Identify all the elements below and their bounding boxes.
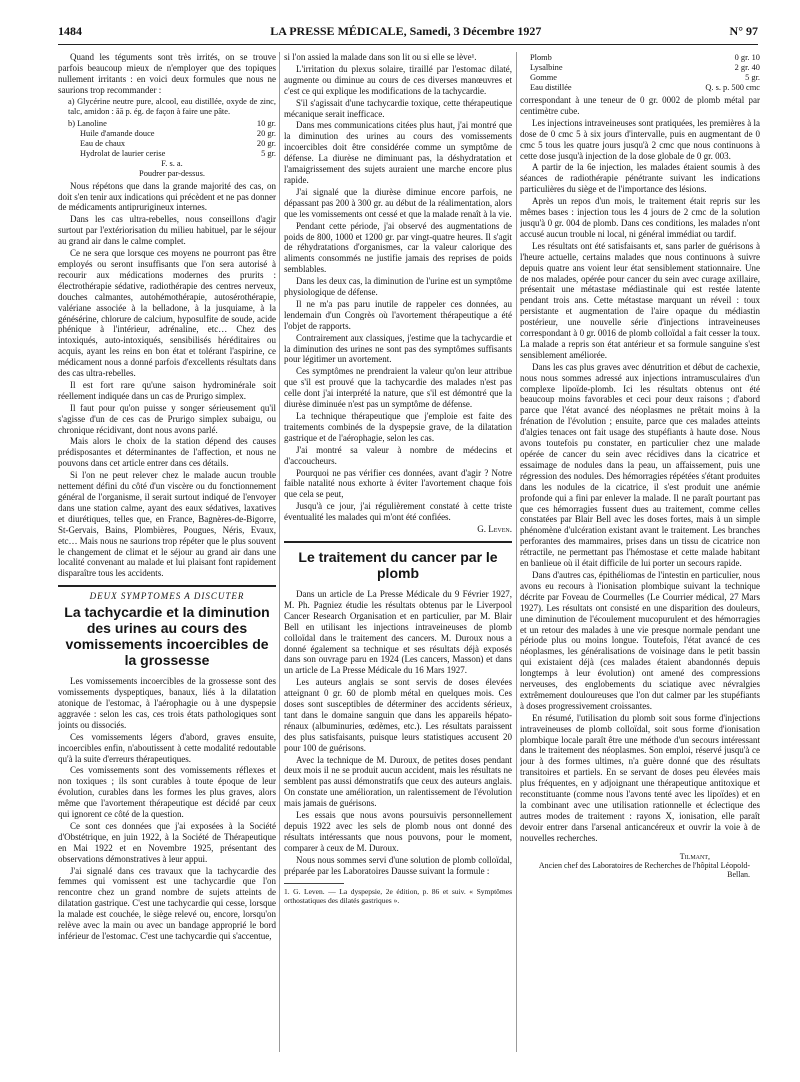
paragraph: Il ne m'a pas paru inutile de rappeler ces données, au lendemain d'un Congrès où l'avortement thérapeutique a été l'objet de rapports.	[284, 298, 512, 331]
paragraph: Dans les deux cas, la diminution de l'urine est un symptôme physiologique de défense.	[284, 276, 512, 298]
footnote-rule	[284, 883, 344, 884]
paragraph: Il faut pour qu'on puisse y songer sérieusement qu'il s'agisse d'un de ces cas de Prurigo simplex subaigu, ou chronique récidivant, dont nous avons parlé.	[58, 402, 276, 435]
prescription-fsa: F. s. a.	[161, 158, 183, 168]
paragraph: Les injections intraveineuses sont pratiquées, les premières à la dose de 0 cmc 5 à six jours d'intervalle, puis en augmentant de 0 cmc 5 tous les quatre jours jusqu'à 2 cmc que nous continuons à cette dose jusqu'à injection de la dose globale de 0 gr. 003.	[520, 117, 760, 161]
paragraph: J'ai signalé que la diurèse diminue encore parfois, ne dépassant pas 200 à 300 gr. au début de la réalimentation, alors que les vomissements ont cessé et que la malade renaît à la vie.	[284, 186, 512, 219]
paragraph: Les essais que nous avons poursuivis personnellement depuis 1922 avec les sels de plomb nous ont donné des résultats intéressants que nous pouvons, pour le moment, comparer à ceux de M. Duroux.	[284, 810, 512, 853]
footnote: 1. G. Leven. — La dyspepsie, 2e édition, p. 86 et suiv. « Symptômes orthostatiques des dilatés gastriques ».	[284, 886, 512, 905]
paragraph: si l'on assied la malade dans son lit ou si elle se lève¹.	[284, 52, 477, 62]
paragraph: Nous répétons que dans la grande majorité des cas, on doit s'en tenir aux indications qui précèdent et ne pas donner de médicaments antiprurigineux internes.	[58, 180, 276, 213]
prescription-line: Lysalbine 2 gr. 40	[530, 63, 760, 72]
paragraph: Quand les téguments sont très irrités, on se trouve parfois beaucoup mieux de n'employer que des topiques nullement irritants : en voici deux formules que nous ne saurions trop recommander :	[58, 52, 276, 95]
paragraph: correspondant à une teneur de 0 gr. 0002 de plomb métal par centimètre cube.	[520, 95, 760, 116]
column-1	[58, 52, 276, 1082]
paragraph: Contrairement aux classiques, j'estime que la tachycardie et la diminution des urines ne sont pas des symptômes suffisants pour légitimer un avortement.	[284, 332, 512, 365]
column-3	[520, 52, 760, 1082]
article-title: La tachycardie et la diminution des urines au cours des vomissements incoercibles de la grossesse	[64, 604, 270, 669]
paragraph: Pourquoi ne pas vérifier ces données, avant d'agir ? Notre faible natalité nous exhorte à éviter l'avortement chaque fois que cela se peut,	[284, 467, 512, 500]
author-block	[520, 852, 760, 879]
article-title: Le traitement du cancer par le plomb	[298, 548, 498, 581]
paragraph: Ces vomissements sont des vomissements réflexes et non toxiques ; ils sont curables à toute époque de leur évolution, curables dans les formes les plus graves, alors même que l'avortement thérapeutique est décidé par ceux qui ignorent ce côté de la question.	[58, 765, 276, 820]
paragraph: J'ai signalé dans ces travaux que la tachycardie des femmes qui vomissent est une tachycardie que l'on rencontre chez un grand nombre de sujets atteints de dilatation gastrique. C'est une tachycardie qui cesse, lorsque la malade est couchée, le siège relevé ou, encore, lorsqu'on relève avec la main ou avec un bandage approprié le bord inférieur de l'estomac. C'est une tachycardie qui s'accentue,	[58, 865, 276, 941]
paragraph: Nous nous sommes servi d'une solution de plomb colloïdal, préparée par les Laboratoires Dausse suivant la formule :	[284, 854, 512, 876]
paragraph: Dans mes communications citées plus haut, j'ai montré que la diminution des urines au cours des vomissements incoercibles doit être considérée comme un symptôme de défense. La diurèse ne diminuant pas, la déshydratation et l'amaigrissement des sujets auraient une marche encore plus rapide.	[284, 120, 512, 185]
paragraph: Mais alors le choix de la station dépend des causes prédisposantes et déterminantes de l'affection, et nous ne pouvons dans cet article entrer dans ces détails.	[58, 436, 276, 469]
paragraph: L'irritation du plexus solaire, tiraillé par l'estomac dilaté, augmente ou diminue au cours de ces diverses manœuvres et c'est ce qui explique les modifications de la tachycardie.	[284, 63, 512, 96]
paragraph: Dans d'autres cas, épithéliomas de l'intestin en particulier, nous avons eu recours à l'ionisation plombique suivant la technique décrite par Foveau de Courmelles (Le Courrier médical, 27 Mars 1927). Les résultats ont consisté en une disparition des douleurs, une diminution de l'écoulement mucopurulent et des hémorragies et un retour des malades à une vie presque normale pendant une période plus ou moins longue. Toutefois, l'état avancé de ces néoplasmes, les généralisations de voisinage dans le petit bassin qui existaient déjà (ces malades étaient abandonnés depuis longtemps à leur évolution) ont amené des compressions nerveuses, des englobements du sciatique avec névralgies extrêmement douloureuses que l'on dut calmer par les stupéfiants à doses progressivement croissantes.	[520, 569, 760, 711]
paragraph: Pendant cette période, j'ai observé des augmentations de poids de 800, 1000 et 1200 gr. par vingt-quatre heures. Il s'agit de réhydratations d'organismes, car la valeur calorique des aliments consommés ne justifie jamais des reprises de poids semblables.	[284, 220, 512, 275]
paragraph: Après un repos d'un mois, le traitement était repris sur les mêmes bases : injection tous les 4 jours de 2 cmc de la solution jusqu'à 0 gr. 004 de plomb. Dans ces conditions, les malades n'ont accusé aucun trouble ni local, ni général immédiat ou tardif.	[520, 196, 760, 239]
lead-formula	[530, 53, 760, 93]
header-rule	[58, 44, 758, 45]
prescription-a	[68, 97, 276, 117]
paragraph: Les vomissements incoercibles de la grossesse sont des vomissements dyspeptiques, banaux, liés à la dilatation atonique de l'estomac, à l'aérophagie ou à une dyspepsie aggravée : selon les cas, ces trois états pathologiques sont joints ou dissociés.	[58, 676, 276, 730]
prescription-line: Huile d'amande douce 20 gr.	[80, 128, 276, 138]
paragraph: A partir de la 6e injection, les malades étaient soumis à des séances de radiothérapie pénétrante suivant les indications particulières du siège et de l'importance des lésions.	[520, 162, 760, 195]
prescription-b	[68, 119, 276, 179]
paragraph: Dans un article de La Presse Médicale du 9 Février 1927, M. Ph. Pagniez étudie les résultats obtenus par le Liverpool Cancer Research Organisation et en particulier, par M. Blair Bell en utilisant les injections intraveineuses de plomb colloïdal dans le traitement des cancers. M. Duroux nous a donné également sa technique et ses résultats déjà exposés dans son ouvrage paru en 1924 (Les cancers, Masson) et dans un article de La Presse Médicale du 16 Mars 1927.	[284, 588, 512, 676]
section-kicker: DEUX SYMPTOMES A DISCUTER	[89, 591, 245, 602]
author-affiliation: Ancien chef des Laboratoires de Recherches de l'hôpital Léopold-Bellan.	[538, 860, 750, 879]
paragraph: Si l'on ne peut relever chez le malade aucun trouble nettement défini du côté d'un viscère ou du fonctionnement général de l'organisme, il serait surtout indiqué de l'envoyer dans une station calme, ayant des eaux sédatives, laxatives et diurétiques, telles que, en France, Bagnères-de-Bigorre, St-Gervais, Bains, Plombières, Pougues, Néris, Evaux, etc… Mais nous ne saurions trop répéter que le plus souvent le changement de climat et le séjour au grand air dans une localité convenant au malade et lui plaisant font rapidement disparaître tous les accidents.	[58, 470, 276, 579]
prescription-line: Plomb 0 gr. 10	[530, 53, 760, 62]
paragraph: S'il s'agissait d'une tachycardie toxique, cette thérapeutique mécanique serait inefficace.	[284, 97, 512, 119]
paragraph: Ces vomissements légers d'abord, graves ensuite, incoercibles enfin, n'aboutissent à cette modalité redoutable qu'à la suite d'erreurs thérapeutiques.	[58, 731, 276, 764]
author-signature: G. Leven.	[477, 524, 512, 535]
prescription-note: Poudrer par-dessus.	[139, 168, 205, 178]
column-divider-2	[516, 52, 517, 1052]
prescription-line: Hydrolat de laurier cerise 5 gr.	[80, 148, 276, 158]
column-2	[284, 52, 512, 1082]
paragraph: En résumé, l'utilisation du plomb soit sous forme d'injections intraveineuses de plomb colloïdal, soit sous forme d'ionisation plombique locale paraît être une méthode d'un secours intéressant dans le traitement des néoplasmes. Son emploi, réservé jusqu'à ce jour à des formes ultimes, n'a guère donné que des résultats transitoires et partiels. En se servant de doses peu élevées mais plus fréquentes, en y adjoignant une thérapeutique antitoxique et reconstituante (comme nous l'avons tenté avec les lipoïdes) et en la combinant avec une utilisation rationnelle et éclectique des autres modes de traitement : rayons X, ionisation, elle paraît devoir entrer dans l'arsenal anticancéreux et ouvrir la voie à de nouvelles recherches.	[520, 712, 760, 843]
paragraph: Dans les cas ultra-rebelles, nous conseillons d'agir surtout par l'extériorisation du milieu habituel, par le séjour au grand air dans le calme complet.	[58, 214, 276, 247]
paragraph: Les résultats ont été satisfaisants et, sans parler de guérisons à l'heure actuelle, certains malades que nous continuons à suivre depuis quatre ans voient leur état sensiblement stationnaire. Une de nos malades, opérée pour cancer du sein avec curage axillaire, présentait une métastase médiastinale qui est restée latente pendant trois ans. Cette métastase marquant un réveil : toux persistante et augmentation de l'aire opaque du médiastin postérieur, une nouvelle série d'injections intraveineuses correspondant à 0 gr. 0016 de plomb colloïdal a fait cesser la toux. La malade a repris son état antérieur et sa formule sanguine s'est sensiblement améliorée.	[520, 240, 760, 360]
paragraph: Les auteurs anglais se sont servis de doses élevées atteignant 0 gr. 60 de plomb métal en quelques mois. Ces doses sont susceptibles de déterminer des accidents sérieux, tant dans le domaine sanguin que dans les appareils hépato-rénaux (albuminuries, œdèmes, etc.). Les résultats paraissent des plus satisfaisants, puisque leurs statistiques accusent 20 pour 100 de guérisons.	[284, 677, 512, 753]
prescription-line: Eau de chaux 20 gr.	[80, 138, 276, 148]
journal-title: LA PRESSE MÉDICALE, Samedi, 3 Décembre 1927	[270, 23, 542, 38]
issue-number: N° 97	[729, 23, 758, 38]
paragraph: Avec la technique de M. Duroux, de petites doses pendant deux mois il ne se produit aucun accident, mais les résultats ne semblent pas aussi démonstratifs que ceux des auteurs anglais. On constate une amélioration, un ralentissement de l'évolution mais jamais de guérisons.	[284, 754, 512, 809]
page-number: 1484	[58, 23, 82, 38]
page-header	[58, 20, 758, 42]
section-rule	[284, 541, 512, 543]
prescription-line: b) Lanoline 10 gr.	[68, 118, 276, 128]
prescription-line: Eau distillée Q. s. p. 500 cmc	[530, 83, 760, 92]
paragraph: J'ai montré sa valeur à nombre de médecins et d'accoucheurs.	[284, 444, 512, 466]
paragraph: Il est fort rare qu'une saison hydrominérale soit réellement indiquée dans un cas de Prurigo simplex.	[58, 379, 276, 401]
paragraph: Jusqu'à ce jour, j'ai régulièrement constaté à cette triste éventualité les malades qui m'ont été confiées.	[284, 501, 512, 523]
paragraph: Dans les cas plus graves avec dénutrition et début de cachexie, nous nous sommes adressé aux injections intramusculaires d'un complexe lipoïde-plomb. Ici les résultats obtenus ont été beaucoup moins favorables et ceci pour deux raisons ; d'abord parce que l'état avancé des néoplasmes ne prêtait moins à la frénation de l'évolution ; ensuite, parce que ces malades atteints d'algies tenaces ont fait usage des stupéfiants à haute dose. Nous avons toutefois pu constater, en particulier chez une malade opérée de cancer du sein avec récidives dans la cicatrice et essaimage de nodules dans la peau, un affaissement, puis une régression des nodules. Des hémorragies répétées s'étant produites dans les nodules de la cicatrice, il s'est produit une anémie profonde qui a fini par enlever la malade. Il ne paraît pourtant pas que ces hémorragies fussent dues au traitement, comme celles constatées par Blair Bell avec les doses fortes, mais à un simple phénomène d'ulcération existant avant le traitement. Les branches perforantes des mammaires, prises dans un tissu de cicatrice non rétractile, ne permettant pas l'hémostase et cette malade habitant en banlieue où il était difficile de lui porter un secours rapide.	[520, 361, 760, 569]
prescription-line: a) Glycérine neutre pure, alcool, eau distillée, oxyde de zinc, talc, amidon : āā p. ég. de façon à faire une pâte.	[68, 96, 276, 116]
paragraph: Ce sont ces données que j'ai exposées à la Société d'Obstétrique, en juin 1922, à la Société de Thérapeutique en Mai 1922 et en Novembre 1925, présentant des observations démonstratives à leur appui.	[58, 820, 276, 864]
author-signature: Tilmant,	[679, 851, 710, 861]
paragraph: Ces symptômes ne prendraient la valeur qu'on leur attribue que s'il est prouvé que la tachycardie des malades n'est pas celle dont j'ai interprété la nature, que s'il est démontré que la diurèse diminuée n'est pas un symptôme de défense.	[284, 366, 512, 410]
column-divider-1	[279, 52, 280, 1052]
prescription-line: Gomme 5 gr.	[530, 73, 760, 82]
section-rule	[58, 585, 276, 587]
paragraph: La technique thérapeutique que j'emploie est faite des traitements combinés de la dyspepsie grave, de la dilatation gastrique et de l'aérophagie, selon les cas.	[284, 411, 512, 443]
paragraph: Ce ne sera que lorsque ces moyens ne pourront pas être employés ou seront insuffisants que l'on sera autorisé à recourir aux médications modernes des prurits : électrothérapie sédative, radiothérapie des centres nerveux, douches calmantes, autohémothérapie, autosérothérapie, valériane associée à la belladone, à la jusquiame, à la génésérine, chlorure de calcium, hyposulfite de soude, acide phénique à l'intérieur, adrénaline, etc… Chez des intoxiqués, auto-intoxiqués, sensibilisés héréditaires ou acquis, ayant les reins en bon état et tolérant l'aspirine, ce médicament nous a donné parfois d'excellents résultats dans des cas ultra-rebelles.	[58, 248, 276, 379]
